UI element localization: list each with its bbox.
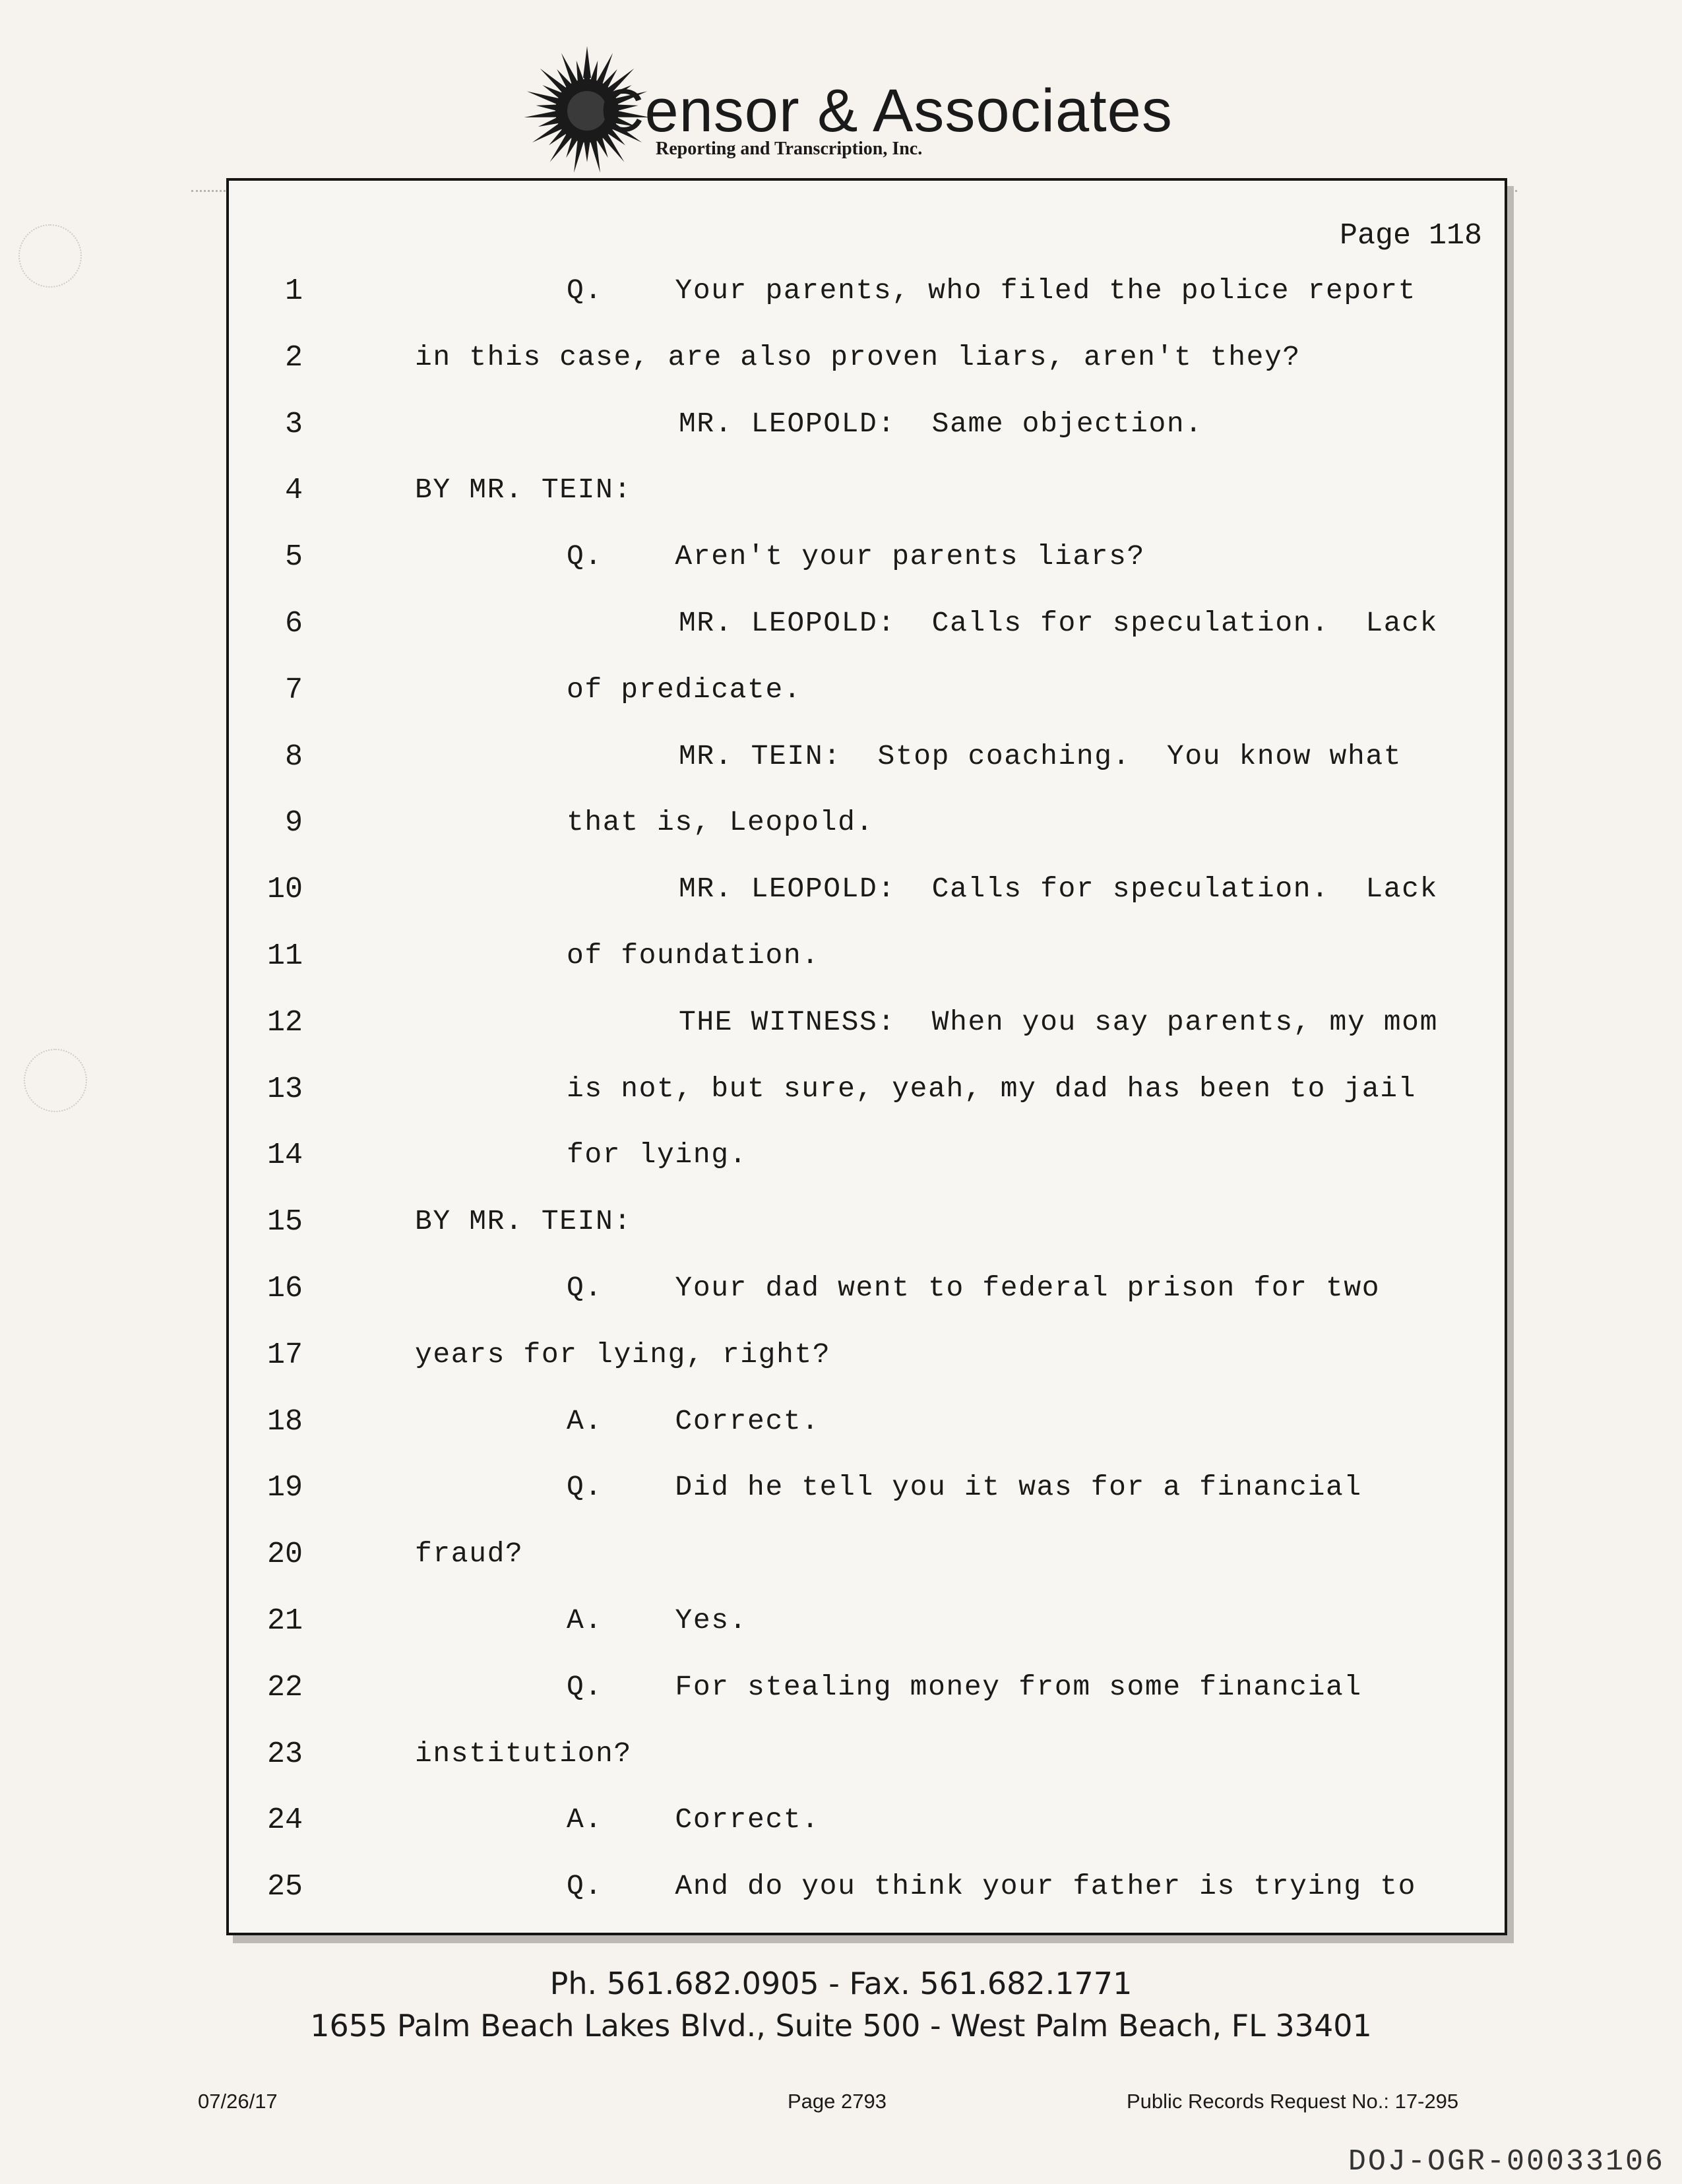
transcript-line (229, 1338, 1505, 1378)
company-name: Censor & Associates (600, 77, 1173, 144)
transcript-line (229, 1671, 1505, 1710)
line-text: Q. Aren't your parents liars? (567, 540, 1145, 573)
line-text: Q. For stealing money from some financial (567, 1670, 1362, 1703)
line-number: 4 (284, 474, 303, 508)
transcript-line (229, 1604, 1505, 1644)
line-text: MR. LEOPOLD: Calls for speculation. Lack (679, 873, 1438, 906)
line-text: MR. LEOPOLD: Same objection. (679, 407, 1203, 440)
line-number: 22 (266, 1670, 303, 1704)
line-text: fraud? (415, 1538, 524, 1571)
transcript-line (229, 274, 1505, 314)
punch-hole (24, 1049, 87, 1112)
document-id: DOJ-OGR-00033106 (1348, 2145, 1665, 2179)
line-text: A. Correct. (567, 1803, 820, 1836)
line-text: Q. Did he tell you it was for a financial (567, 1471, 1362, 1504)
line-text: BY MR. TEIN: (415, 474, 632, 507)
transcript-line (229, 1205, 1505, 1245)
transcript-page (226, 178, 1507, 1935)
transcript-line (229, 1737, 1505, 1777)
line-text: MR. TEIN: Stop coaching. You know what (679, 739, 1402, 772)
line-number: 12 (266, 1005, 303, 1040)
line-text: Q. Your parents, who filed the police report (567, 274, 1416, 307)
line-text: A. Correct. (567, 1404, 820, 1437)
contact-phone-fax: Ph. 561.682.0905 - Fax. 561.682.1771 (549, 1966, 1133, 2001)
line-number: 21 (266, 1604, 303, 1638)
line-number: 23 (266, 1737, 303, 1771)
transcript-line (229, 1272, 1505, 1311)
transcript-line (229, 474, 1505, 513)
line-number: 8 (284, 739, 303, 774)
transcript-line (229, 873, 1505, 912)
letterhead (0, 40, 1682, 185)
line-number: 25 (266, 1870, 303, 1904)
transcript-page-label: Page 118 (1339, 219, 1482, 253)
transcript-line (229, 1870, 1505, 1910)
line-number: 9 (284, 806, 303, 840)
line-number: 5 (284, 540, 303, 575)
transcript-line (229, 1803, 1505, 1843)
contact-address: 1655 Palm Beach Lakes Blvd., Suite 500 - West Palm Beach, FL 33401 (310, 2008, 1372, 2044)
line-number: 6 (284, 607, 303, 640)
line-text: BY MR. TEIN: (415, 1205, 632, 1238)
transcript-line (229, 341, 1505, 381)
line-number: 1 (284, 274, 303, 308)
transcript-line (229, 806, 1505, 846)
transcript-line (229, 1006, 1505, 1045)
line-number: 14 (266, 1139, 303, 1173)
line-text: of predicate. (567, 673, 802, 706)
transcript-line (229, 1073, 1505, 1112)
stamp-date: 07/26/17 (198, 2090, 278, 2113)
line-number: 13 (266, 1072, 303, 1106)
transcript-line (229, 740, 1505, 780)
line-text: is not, but sure, yeah, my dad has been to jail (567, 1072, 1416, 1105)
line-text: institution? (415, 1737, 632, 1770)
line-text: A. Yes. (567, 1604, 748, 1637)
transcript-line (229, 1405, 1505, 1445)
line-number: 15 (266, 1205, 303, 1239)
punch-hole (18, 224, 82, 288)
line-number: 20 (266, 1538, 303, 1572)
transcript-line (229, 1471, 1505, 1511)
line-number: 18 (266, 1404, 303, 1439)
line-text: that is, Leopold. (567, 806, 874, 839)
transcript-line (229, 1139, 1505, 1178)
line-text: years for lying, right? (415, 1338, 831, 1371)
transcript-line (229, 607, 1505, 646)
line-text: Q. And do you think your father is trying to (567, 1870, 1416, 1903)
line-number: 24 (266, 1803, 303, 1838)
line-text: in this case, are also proven liars, aren't they? (415, 340, 1301, 373)
line-number: 2 (284, 340, 303, 375)
line-number: 19 (266, 1471, 303, 1505)
stamp-page-number: Page 2793 (788, 2090, 887, 2113)
line-number: 11 (266, 939, 303, 973)
line-number: 16 (266, 1272, 303, 1305)
line-text: Q. Your dad went to federal prison for two (567, 1272, 1381, 1304)
line-number: 3 (284, 407, 303, 441)
stamp-records-request: Public Records Request No.: 17-295 (1127, 2090, 1459, 2113)
line-number: 10 (266, 873, 303, 907)
transcript-line (229, 540, 1505, 580)
transcript-line (229, 673, 1505, 713)
transcript-line (229, 939, 1505, 979)
line-text: MR. LEOPOLD: Calls for speculation. Lack (679, 607, 1438, 639)
line-number: 7 (284, 673, 303, 707)
line-text: THE WITNESS: When you say parents, my mom (679, 1005, 1438, 1038)
line-text: for lying. (567, 1139, 748, 1171)
line-text: of foundation. (567, 939, 820, 972)
line-number: 17 (266, 1338, 303, 1372)
transcript-line (229, 408, 1505, 447)
company-tagline: Reporting and Transcription, Inc. (656, 139, 923, 159)
transcript-line (229, 1538, 1505, 1577)
